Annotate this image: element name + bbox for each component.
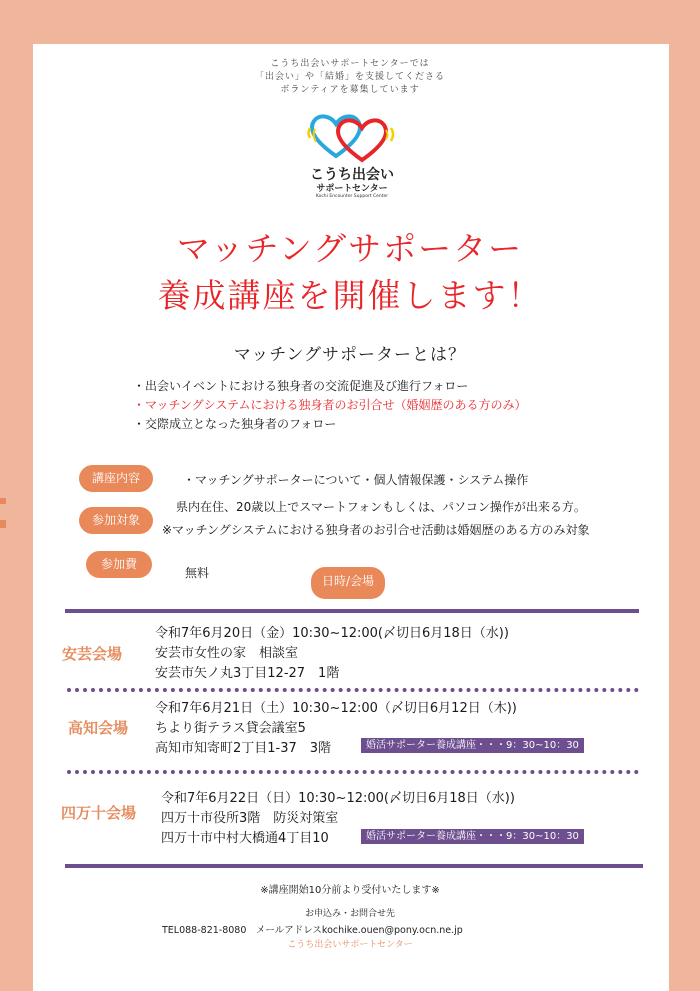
content-text: ・マッチングサポーターについて・個人情報保護・システム操作 xyxy=(183,473,529,487)
intro-line: ボランティアを募集しています xyxy=(280,85,420,95)
venue-name: 安芸会場 xyxy=(62,645,123,663)
headline-line-1: マッチングサポーター xyxy=(176,229,524,268)
divider xyxy=(67,770,639,774)
side-decoration xyxy=(0,498,6,504)
role-bullet: ・出会いイベントにおける独身者の交流促進及び進行フォロー xyxy=(133,379,469,393)
session-place: ちより街テラス貸会議室5 xyxy=(155,721,306,736)
session-place: 安芸市女性の家 相談室 xyxy=(155,646,299,661)
section-title: マッチングサポーターとは？ xyxy=(233,345,467,365)
contact-title: お申込み・お問合せ先 xyxy=(304,909,395,919)
contact-tel-email: TEL088-821-8080 メールアドレスkochike.ouen@pony.ocn.ne.jp xyxy=(162,925,463,936)
venue-name: 高知会場 xyxy=(68,719,129,737)
content-label: 講座内容 xyxy=(79,465,153,492)
logo-name: こうち出会い xyxy=(310,167,394,183)
session-address: 四万十市中村大橋通4丁目10 xyxy=(161,831,329,846)
venue-name: 四万十会場 xyxy=(61,804,137,822)
session-place: 四万十市役所3階 防災対策室 xyxy=(161,811,339,826)
target-note: ※マッチングシステムにおける独身者のお引合せ活動は婚姻歴のある方のみ対象 xyxy=(162,523,590,537)
divider xyxy=(65,864,643,868)
session-date: 令和7年6月20日（金）10:30~12:00(〆切日6月18日（水)) xyxy=(155,626,509,641)
intro-line: こうち出会いサポートセンターでは xyxy=(270,59,430,69)
logo-subtitle: サポートセンター xyxy=(316,184,388,194)
session-address: 安芸市矢ノ丸3丁目12-27 1階 xyxy=(155,666,340,681)
session-badge: 婚活サポーター養成講座・・・9：30~10：30 xyxy=(361,829,584,844)
divider xyxy=(67,688,639,692)
two-hearts-logo-icon xyxy=(306,108,398,164)
headline-line-2: 養成講座を開催します！ xyxy=(157,276,543,315)
role-bullet: ・マッチングシステムにおける独身者のお引合せ（婚姻歴のある方のみ） xyxy=(133,398,527,412)
session-date: 令和7年6月22日（日）10:30~12:00(〆切日6月18日（水)) xyxy=(161,791,515,806)
logo-english-name: Kochi Encounter Support Center xyxy=(315,194,389,199)
intro-line: 「出会い」や「結婚」を支援してくださる xyxy=(254,72,445,82)
organization-name: こうち出会いサポートセンター xyxy=(287,940,413,950)
center-logo xyxy=(306,108,398,204)
session-badge: 婚活サポーター養成講座・・・9：30~10：30 xyxy=(361,738,584,753)
session-address: 高知市知寄町2丁目1-37 3階 xyxy=(155,741,332,756)
fee-text: 無料 xyxy=(185,566,210,580)
reception-note: ※講座開始10分前より受付いたします※ xyxy=(260,885,440,896)
intro-text xyxy=(0,58,700,97)
divider xyxy=(65,609,639,613)
session-date: 令和7年6月21日（土）10:30~12:00（〆切日6月12日（木)) xyxy=(155,701,517,716)
target-label: 参加対象 xyxy=(79,507,153,534)
datetime-venue-label: 日時/会場 xyxy=(311,567,385,599)
role-bullet: ・交際成立となった独身者のフォロー xyxy=(133,417,337,431)
side-decoration xyxy=(0,520,6,528)
target-text: 県内在住、20歳以上でスマートフォンもしくは、パソコン操作が出来る方。 xyxy=(176,500,586,514)
fee-label: 参加費 xyxy=(86,551,152,578)
